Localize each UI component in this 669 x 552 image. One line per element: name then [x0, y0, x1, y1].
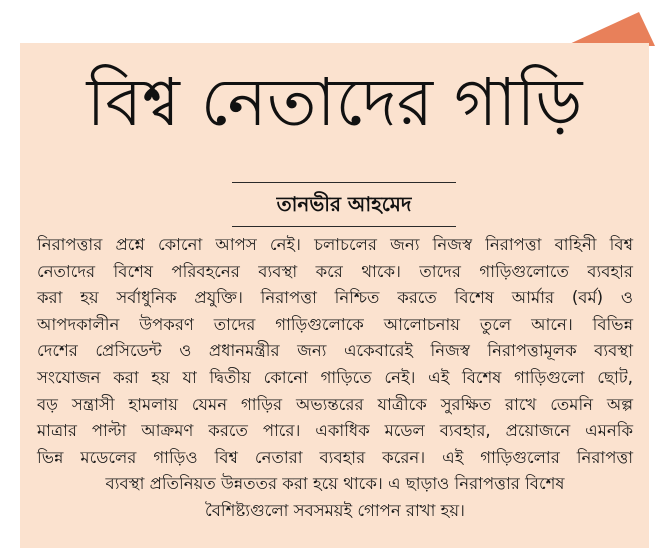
body-line: সংযোজন করা হয় যা দ্বিতীয় কোনো গাড়িতে নেই। এই বিশেষ গাড়িগুলো ছোট,: [37, 367, 633, 387]
corner-triangle: [565, 12, 655, 46]
body-line: ভিন্ন মডেলের গাড়িও বিশ্ব নেতারা ব্যবহার করেন। এই গাড়িগুলোর নিরাপত্তা: [37, 447, 633, 467]
body-line: বৈশিষ্ট্যগুলো সবসময়ই গোপন রাখা হয়।: [205, 500, 465, 520]
body-line: বড় সন্ত্রাসী হামলায় যেমন গাড়ির অভ্যন্তরের যাত্রীকে সুরক্ষিত রাখে তেমনি অল্প: [37, 394, 633, 414]
body-line: মাত্রার পাল্টা আক্রমণ করতে পারে। একাধিক মডেল ব্যবহার, প্রয়োজনে এমনকি: [37, 421, 633, 441]
body-line: দেশের প্রেসিডেন্ট ও প্রধানমন্ত্রীর জন্য একেবারেই নিজস্ব নিরাপত্তামূলক ব্যবস্থা: [37, 341, 633, 361]
byline-top-rule: [232, 182, 456, 183]
body-line: করা হয় সর্বাধুনিক প্রযুক্তি। নিরাপত্তা নিশ্চিত করতে বিশেষ আর্মার (বর্ম) ও: [37, 288, 633, 308]
body-line: নেতাদের বিশেষ পরিবহনের ব্যবস্থা করে থাকে। তাদের গাড়িগুলোতে ব্যবহার: [37, 261, 633, 281]
article-author: তানভীর আহমেদ: [276, 192, 412, 216]
article-title: বিশ্ব নেতাদের গাড়ি: [86, 64, 583, 141]
corner-accent: [565, 12, 655, 46]
body-line: নিরাপত্তার প্রশ্নে কোনো আপস নেই। চলাচলের জন্য নিজস্ব নিরাপত্তা বাহিনী বিশ্ব: [37, 235, 633, 254]
body-line: ব্যবস্থা প্রতিনিয়ত উন্নততর করা হয়ে থাকে। এ ছাড়াও নিরাপত্তার বিশেষ: [105, 474, 565, 494]
byline-bottom-rule: [232, 226, 456, 227]
article-body: [37, 232, 633, 525]
body-line: আপদকালীন উপকরণ তাদের গাড়িগুলোকে আলোচনায় তুলে আনে। বিভিন্ন: [37, 314, 633, 334]
